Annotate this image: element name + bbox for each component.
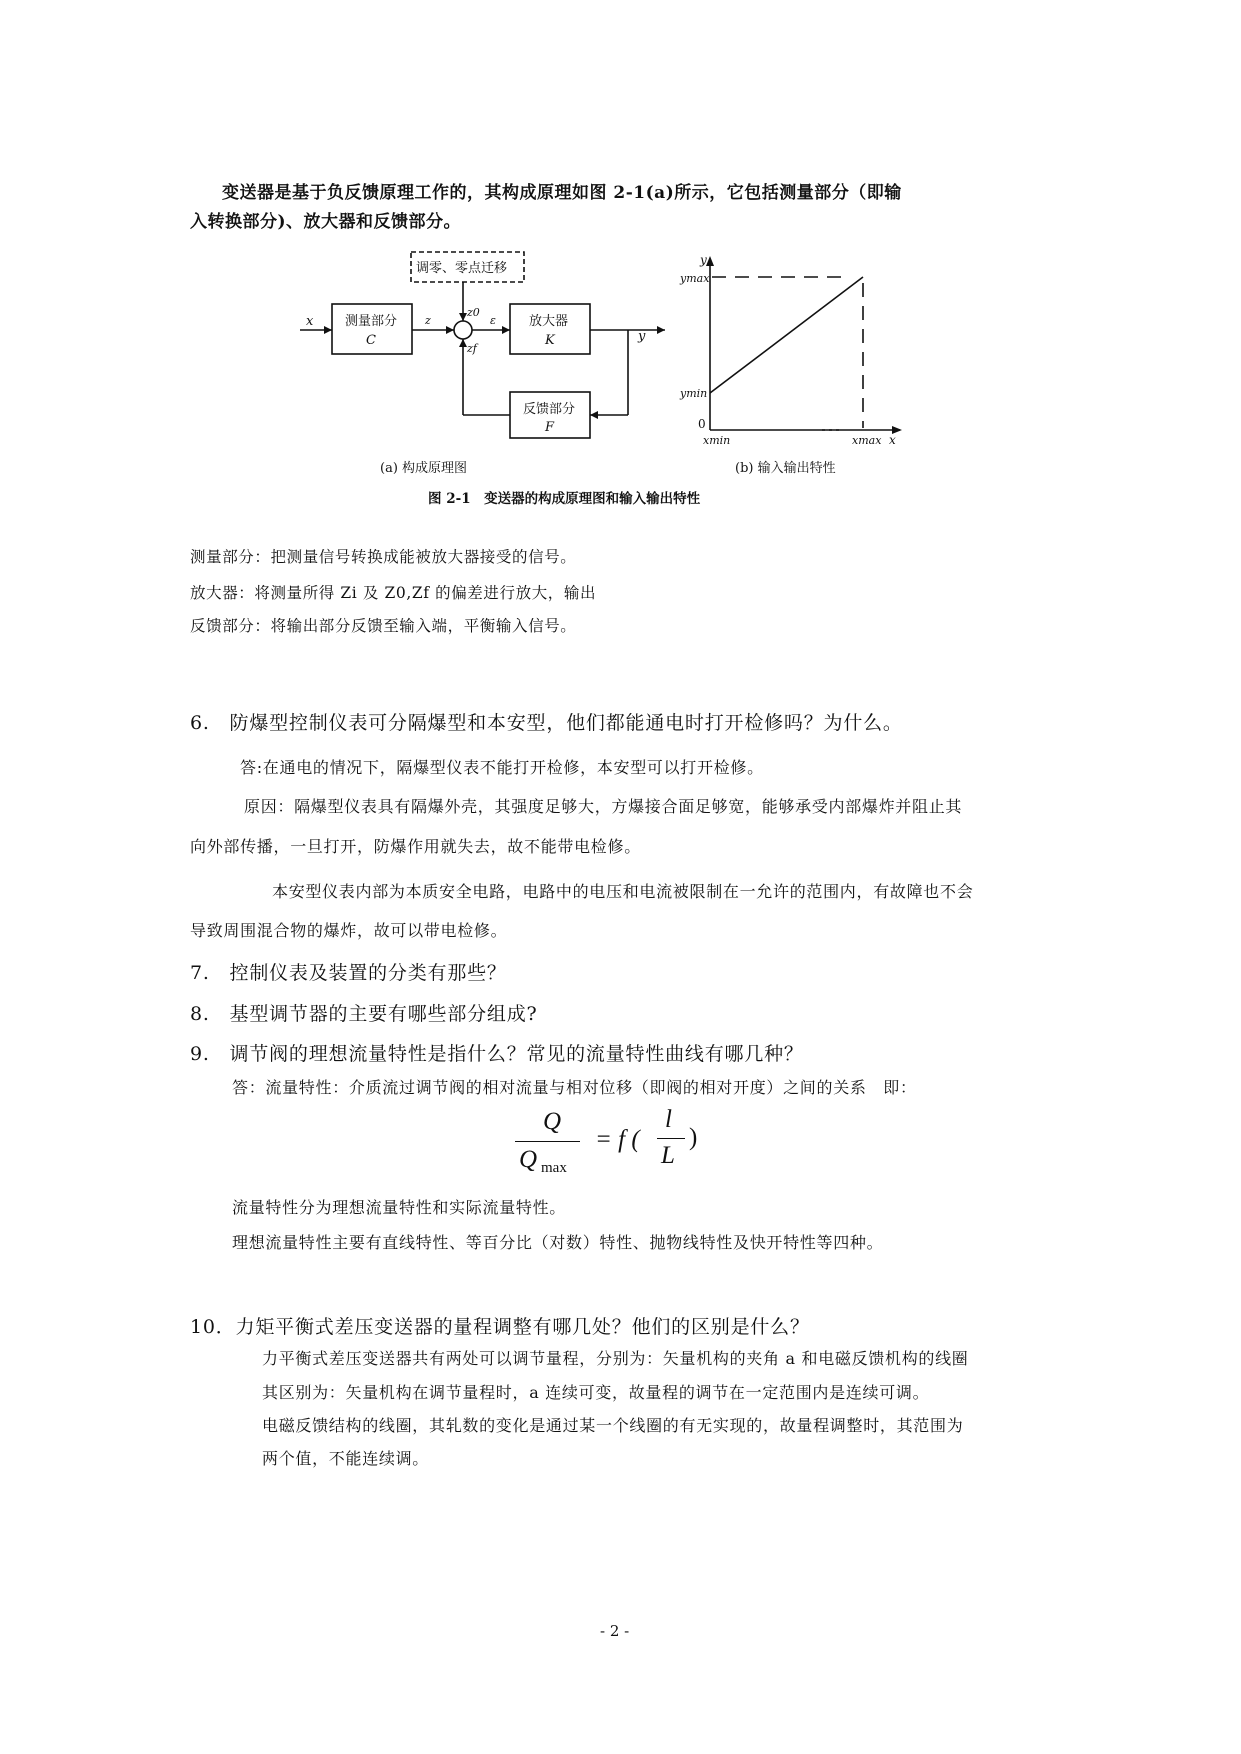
chart-y-axis-label: y [700, 253, 707, 267]
input-x-label: x [306, 314, 314, 329]
q6-safe-line-2: 导致周围混合物的爆炸，故可以带电检修。 [190, 921, 508, 940]
q9-question: 9. 调节阀的理想流量特性是指什么？常见的流量特性曲线有哪几种？ [190, 1043, 804, 1065]
flow-formula [515, 1108, 715, 1178]
measure-box-symbol: C [366, 333, 376, 348]
chart-ymax-label: ymax [680, 272, 710, 285]
chart-ymin-label: ymin [680, 387, 708, 400]
def-amplifier: 放大器：将测量所得 Zi 及 Z0,Zf 的偏差进行放大，输出 [190, 584, 597, 602]
summing-junction [454, 321, 472, 339]
formula-fraction-bar [515, 1141, 580, 1142]
def-measure: 测量部分：把测量信号转换成能被放大器接受的信号。 [190, 548, 577, 566]
chart-origin-label: 0 [698, 417, 706, 431]
q10-line-3: 电磁反馈结构的线圈，其轧数的变化是通过某一个线圈的有无实现的，故量程调整时，其范围为 [262, 1416, 964, 1435]
measure-box-label: 测量部分 [345, 314, 398, 329]
zi-label: z [425, 314, 431, 327]
amplifier-box-label: 放大器 [529, 314, 569, 329]
figure-title: 图 2-1 变送器的构成原理图和输入输出特性 [428, 491, 701, 507]
feedback-box-symbol: F [545, 420, 555, 435]
z0-label: z0 [467, 306, 480, 319]
q9-line-2: 理想流量特性主要有直线特性、等百分比（对数）特性、抛物线特性及快开特性等四种。 [232, 1233, 884, 1252]
q10-question: 10．力矩平衡式差压变送器的量程调整有哪几处？他们的区别是什么？ [190, 1316, 810, 1338]
intro-line-2: 入转换部分)、放大器和反馈部分。 [190, 212, 462, 232]
formula-inner-fraction-bar [657, 1138, 685, 1139]
io-characteristic-chart [710, 262, 900, 430]
formula-denominator-sub: max [541, 1160, 567, 1176]
chart-xmax-label: xmax [852, 434, 882, 447]
q6-reason-line-1: 原因：隔爆型仪表具有隔爆外壳，其强度足够大，方爆接合面足够宽，能够承受内部爆炸并阻止其 [244, 797, 963, 816]
characteristic-line [710, 277, 863, 393]
figure-2-1 [0, 0, 1241, 520]
intro-line-1: 变送器是基于负反馈原理工作的，其构成原理如图 2-1(a)所示，它包括测量部分（即输 [222, 183, 902, 203]
q9-answer: 答：流量特性：介质流过调节阀的相对流量与相对位移（即阀的相对开度）之间的关系 即： [232, 1078, 917, 1097]
formula-close: ) [689, 1124, 698, 1151]
caption-a: (a) 构成原理图 [380, 461, 468, 476]
chart-xmin-label: xmin [703, 434, 731, 447]
feedback-box-label: 反馈部分 [523, 402, 576, 417]
chart-x-axis-label: x [889, 433, 896, 447]
page-number: - 2 - [600, 1622, 630, 1640]
adjust-box-label: 调零、零点迁移 [416, 261, 508, 276]
q6-reason-line-2: 向外部传播，一旦打开，防爆作用就失去，故不能带电检修。 [190, 837, 641, 856]
output-y-label: y [638, 329, 646, 344]
q8-question: 8. 基型调节器的主要有哪些部分组成? [190, 1003, 538, 1025]
formula-numerator: Q [543, 1108, 562, 1135]
q10-line-1: 力平衡式差压变送器共有两处可以调节量程，分别为：矢量机构的夹角 a 和电磁反馈机构的线圈 [262, 1349, 969, 1368]
formula-L: L [661, 1142, 675, 1169]
q6-safe-line-1: 本安型仪表内部为本质安全电路，电路中的电压和电流被限制在一允许的范围内，有故障也不会 [272, 882, 974, 901]
q6-question: 6. 防爆型控制仪表可分隔爆型和本安型，他们都能通电时打开检修吗？为什么。 [190, 712, 903, 734]
q10-line-2: 其区别为：矢量机构在调节量程时，a 连续可变，故量程的调节在一定范围内是连续可调。 [262, 1383, 930, 1402]
epsilon-label: ε [490, 314, 496, 327]
q9-line-1: 流量特性分为理想流量特性和实际流量特性。 [232, 1198, 567, 1217]
q10-line-4: 两个值，不能连续调。 [262, 1449, 430, 1468]
def-feedback: 反馈部分：将输出部分反馈至输入端，平衡输入信号。 [190, 617, 577, 635]
formula-rhs: = f ( [595, 1126, 640, 1153]
formula-denominator: Q [519, 1146, 538, 1173]
q6-answer: 答:在通电的情况下，隔爆型仪表不能打开检修，本安型可以打开检修。 [240, 758, 764, 777]
formula-l: l [665, 1106, 672, 1133]
q7-question: 7. 控制仪表及装置的分类有那些？ [190, 962, 507, 984]
zf-label: zf [467, 342, 477, 355]
amplifier-box-symbol: K [545, 333, 555, 348]
caption-b: (b) 输入输出特性 [735, 461, 836, 476]
